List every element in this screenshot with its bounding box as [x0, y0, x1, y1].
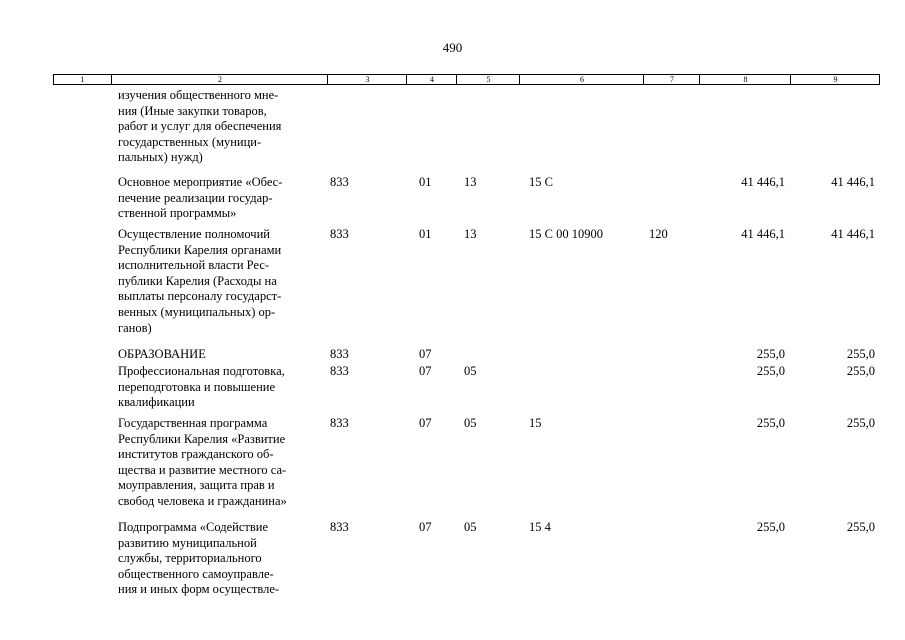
- row-col-8: 255,0: [756, 364, 785, 378]
- header-col-5: 5: [456, 75, 520, 84]
- row-col-9: 255,0: [846, 416, 875, 430]
- row-name: Государственная программа Республики Карелия «Развитие институтов гражданского об- щества и развитие местного са- моуправления, защита прав и свобод человека и гражданина»: [118, 416, 287, 508]
- page-number: 490: [442, 40, 463, 55]
- row-col-3: 833: [330, 347, 349, 361]
- row-col-5: 05: [464, 364, 477, 378]
- header-col-7: 7: [643, 75, 700, 84]
- row-col-7: 120: [649, 227, 668, 241]
- row-name: Подпрограмма «Содействие развитию муниципальной службы, территориального общественного самоуправле- ния и иных форм осуществле-: [118, 520, 280, 597]
- row-col-4: 07: [419, 416, 432, 430]
- row-col-8: 41 446,1: [741, 175, 785, 189]
- row-name: Основное мероприятие «Обес- печение реализации государ- ственной программы»: [118, 175, 283, 221]
- row-col-6: 15 С 00 10900: [529, 227, 603, 241]
- row-col-5: 05: [464, 520, 477, 534]
- row-col-9: 41 446,1: [831, 227, 875, 241]
- row-col-4: 07: [419, 364, 432, 378]
- row-col-5: 05: [464, 416, 477, 430]
- header-col-8: 8: [699, 75, 791, 84]
- row-col-8: 255,0: [756, 416, 785, 430]
- table-header-row: [53, 74, 880, 85]
- header-col-9: 9: [790, 75, 880, 84]
- row-col-6: 15: [529, 416, 542, 430]
- row-name: Профессиональная подготовка, переподготовка и повышение квалификации: [118, 364, 285, 410]
- row-col-9: 41 446,1: [831, 175, 875, 189]
- header-col-1: 1: [80, 75, 85, 84]
- row-col-3: 833: [330, 416, 349, 430]
- row-col-9: 255,0: [846, 347, 875, 361]
- row-col-3: 833: [330, 364, 349, 378]
- row-col-5: 13: [464, 175, 477, 189]
- row-col-6: 15 С: [529, 175, 553, 189]
- row-col-9: 255,0: [846, 520, 875, 534]
- row-col-4: 01: [419, 175, 432, 189]
- row-col-3: 833: [330, 175, 349, 189]
- row-name: изучения общественного мне- ния (Иные закупки товаров, работ и услуг для обеспечения государственных (муници- пальных) нужд): [118, 88, 282, 165]
- row-col-3: 833: [330, 227, 349, 241]
- row-name: ОБРАЗОВАНИЕ: [118, 347, 206, 361]
- row-col-6: 15 4: [529, 520, 551, 534]
- row-col-9: 255,0: [846, 364, 875, 378]
- row-col-4: 07: [419, 520, 432, 534]
- row-col-8: 41 446,1: [741, 227, 785, 241]
- row-col-8: 255,0: [756, 347, 785, 361]
- header-col-4: 4: [406, 75, 457, 84]
- row-col-4: 01: [419, 227, 432, 241]
- row-col-4: 07: [419, 347, 432, 361]
- header-col-2: 2: [111, 75, 328, 84]
- row-name: Осуществление полномочий Республики Карелия органами исполнительной власти Рес- публики Карелия (Расходы на выплаты персоналу государст- венных (муниципальных) ор- ганов): [118, 227, 282, 335]
- header-col-3: 3: [327, 75, 407, 84]
- row-col-8: 255,0: [756, 520, 785, 534]
- row-col-3: 833: [330, 520, 349, 534]
- row-col-5: 13: [464, 227, 477, 241]
- header-col-6: 6: [519, 75, 644, 84]
